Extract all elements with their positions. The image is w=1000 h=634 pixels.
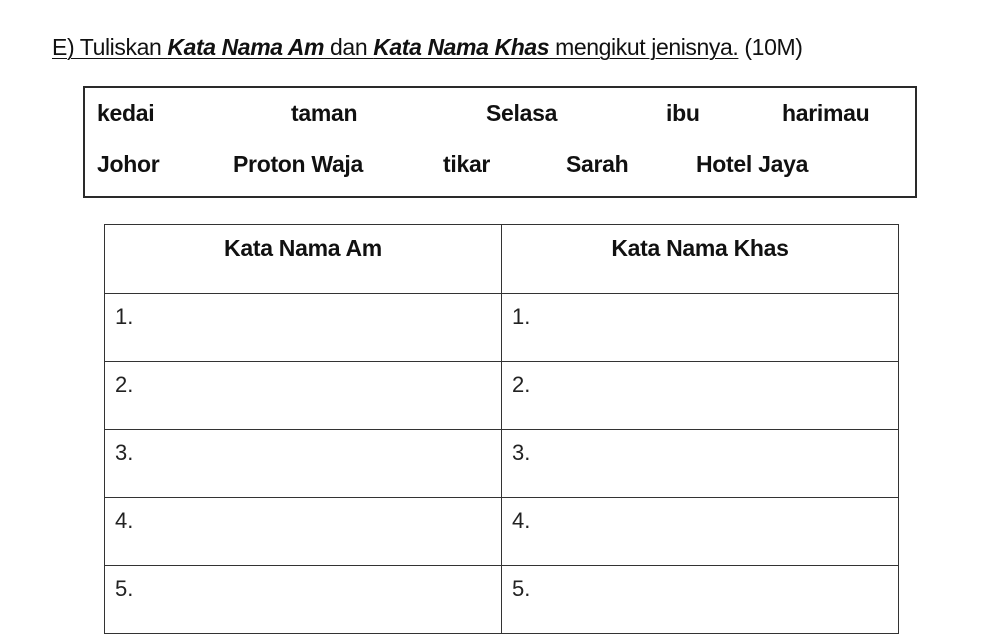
header-kata-nama-am: Kata Nama Am bbox=[105, 225, 502, 294]
table-header-row bbox=[105, 225, 899, 294]
answer-cell-am[interactable]: 5. bbox=[105, 566, 502, 634]
answer-table bbox=[104, 224, 899, 634]
table-row bbox=[105, 566, 899, 634]
word-bank-item: Selasa bbox=[486, 100, 558, 126]
instruction-middle: dan bbox=[324, 34, 374, 60]
answer-cell-am[interactable]: 4. bbox=[105, 498, 502, 566]
instruction-term-kata-nama-khas: Kata Nama Khas bbox=[373, 34, 550, 60]
word-bank-item: harimau bbox=[782, 100, 870, 126]
word-bank-item: tikar bbox=[443, 151, 491, 177]
answer-cell-khas[interactable]: 5. bbox=[502, 566, 899, 634]
word-bank-item: Johor bbox=[97, 151, 160, 177]
answer-cell-khas[interactable]: 4. bbox=[502, 498, 899, 566]
table-row bbox=[105, 430, 899, 498]
answer-cell-khas[interactable]: 3. bbox=[502, 430, 899, 498]
instruction-heading bbox=[52, 32, 952, 62]
word-bank-item: Hotel Jaya bbox=[696, 151, 809, 177]
instruction-suffix: mengikut jenisnya. bbox=[549, 34, 739, 60]
instruction-term-kata-nama-am: Kata Nama Am bbox=[167, 34, 325, 60]
table-row bbox=[105, 362, 899, 430]
word-bank-item: Sarah bbox=[566, 151, 629, 177]
table-row bbox=[105, 294, 899, 362]
header-kata-nama-khas: Kata Nama Khas bbox=[502, 225, 899, 294]
word-bank-item: Proton Waja bbox=[233, 151, 364, 177]
instruction-prefix: E) Tuliskan bbox=[52, 34, 168, 60]
instruction-marks: (10M) bbox=[738, 34, 803, 60]
answer-cell-khas[interactable]: 1. bbox=[502, 294, 899, 362]
answer-cell-am[interactable]: 2. bbox=[105, 362, 502, 430]
word-bank-item: kedai bbox=[97, 100, 155, 126]
answer-cell-am[interactable]: 3. bbox=[105, 430, 502, 498]
word-bank-item: taman bbox=[291, 100, 358, 126]
table-row bbox=[105, 498, 899, 566]
word-bank-item: ibu bbox=[666, 100, 700, 126]
word-bank-box bbox=[83, 86, 917, 198]
answer-cell-khas[interactable]: 2. bbox=[502, 362, 899, 430]
answer-cell-am[interactable]: 1. bbox=[105, 294, 502, 362]
